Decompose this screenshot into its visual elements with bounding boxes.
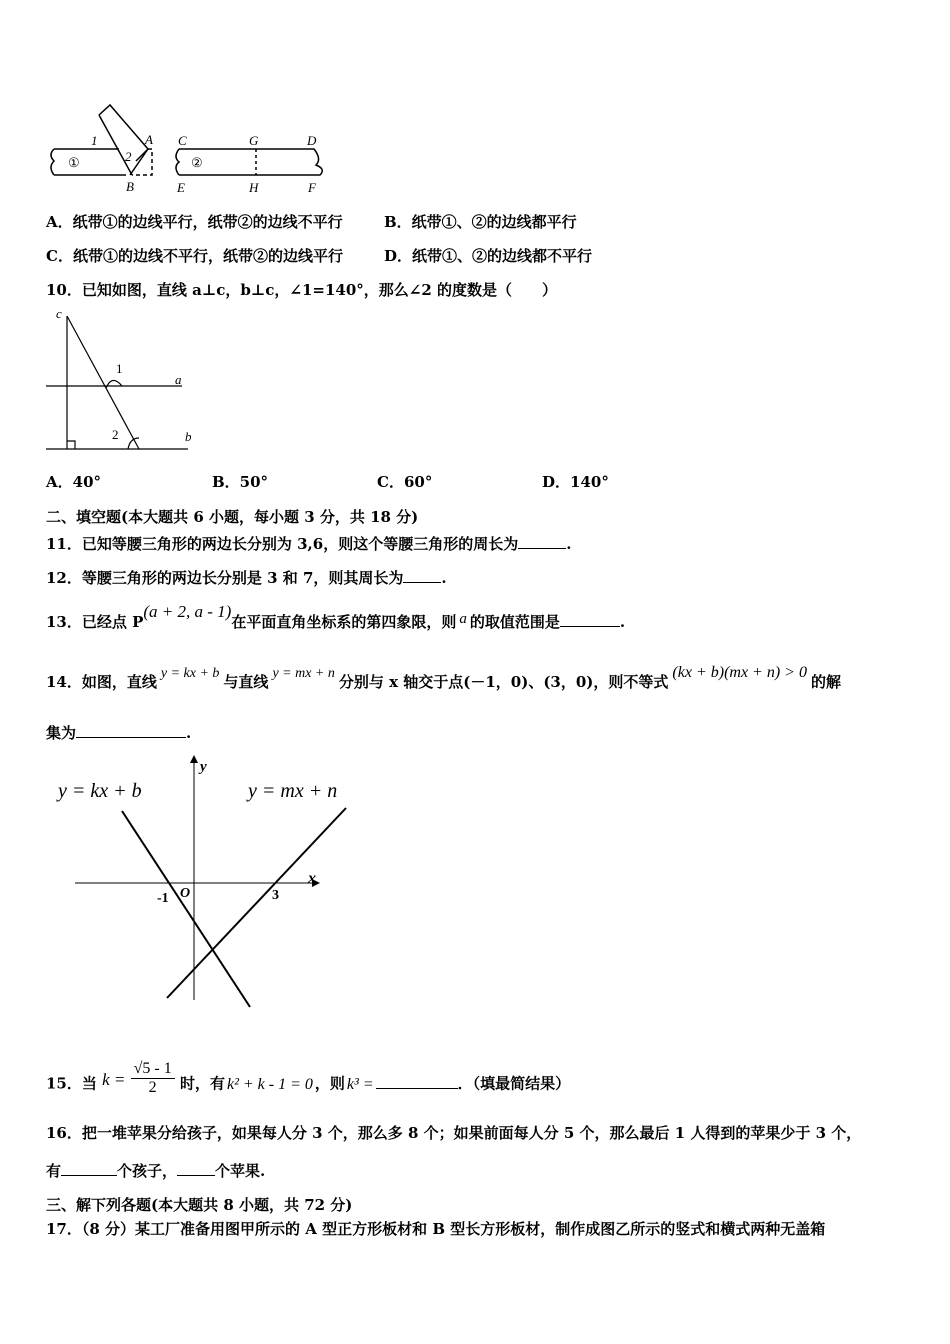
q12-text: 12．等腰三角形的两边长分别是 3 和 7，则其周长为 <box>46 569 404 587</box>
q10-option-c: C．60° <box>377 473 433 491</box>
q16-line2 <box>46 1161 265 1180</box>
fig9-label: 2 <box>125 149 132 164</box>
fig9-label: D <box>307 133 317 148</box>
q14 <box>46 664 841 693</box>
q15-denominator: 2 <box>148 1079 157 1096</box>
q15 <box>46 1060 571 1103</box>
q12: 12．等腰三角形的两边长分别是 3 和 7，则其周长为 . <box>46 569 447 587</box>
q14-mid2: 分别与 x 轴交于点(－1，0)、(3，0)，则不等式 <box>338 673 669 691</box>
fig14-axis-y: y <box>200 759 207 775</box>
q10-option-b: B．50° <box>212 473 269 491</box>
q9-option-c: C．纸带①的边线不平行，纸带②的边线平行 <box>46 247 343 265</box>
q14-pre: 14．如图，直线 <box>46 673 157 691</box>
section-2-heading: 二、填空题(本大题共 6 小题，每小题 3 分，共 18 分) <box>46 508 419 526</box>
q13-pre: 13．已经点 P <box>46 613 144 631</box>
fig14-line1-label: y = kx + b <box>58 780 142 802</box>
fig10-label-2: 2 <box>112 427 119 442</box>
q11: 11．已知等腰三角形的两边长分别为 3,6，则这个等腰三角形的周长为 . <box>46 535 572 553</box>
q14-post: 的解 <box>810 673 841 691</box>
fig9-label: C <box>178 133 187 148</box>
q15-fraction <box>131 1060 175 1097</box>
q15-k3: k³ = <box>346 1075 374 1093</box>
fig9-label: H <box>249 180 259 195</box>
fig14-tick-neg: -1 <box>157 891 169 906</box>
q14-f1: y = kx + b <box>160 666 220 681</box>
answer-blank[interactable] <box>61 1161 117 1176</box>
q13-post: 的取值范围是 <box>469 613 560 631</box>
q16-b: 个孩子， <box>117 1162 178 1180</box>
fig10-label-a: a <box>175 372 182 387</box>
answer-blank[interactable] <box>177 1161 215 1176</box>
q14-f2: y = mx + n <box>272 666 335 681</box>
q15-k: k = <box>102 1069 126 1089</box>
q13-var: a <box>459 611 467 627</box>
answer-blank[interactable] <box>560 612 620 627</box>
fig10-label-b: b <box>185 429 192 444</box>
q15-mid2: ，则 <box>314 1074 345 1093</box>
fig9-label: 1 <box>91 133 98 148</box>
fig9-label: E <box>177 180 185 195</box>
q13-coord: (a + 2, a - 1) <box>143 602 232 621</box>
q15-post: ．（填最简结果） <box>457 1074 571 1093</box>
q15-pre: 15．当 <box>46 1074 97 1093</box>
q11-text: 11．已知等腰三角形的两边长分别为 3,6，则这个等腰三角形的周长为 <box>46 535 519 553</box>
q15-equation: k² + k - 1 = 0 <box>226 1075 313 1093</box>
q10-option-a: A．40° <box>46 473 102 491</box>
fig14-tick-pos: 3 <box>272 888 279 903</box>
q9-option-a: A．纸带①的边线平行，纸带②的边线不平行 <box>46 213 343 231</box>
fig14-axis-x: x <box>308 870 316 887</box>
answer-blank[interactable] <box>403 568 441 583</box>
q10-option-d: D．140° <box>542 473 609 491</box>
q9-option-d: D．纸带①、②的边线都不平行 <box>384 247 593 265</box>
q14-ineq: (kx + b)(mx + n) > 0 <box>672 664 807 681</box>
q14-line2: 集为 . <box>46 724 192 742</box>
q16-line1: 16．把一堆苹果分给孩子，如果每人分 3 个，那么多 8 个；如果前面每人分 5 个，那么最后 1 人得到的苹果少于 3 个， <box>46 1124 862 1142</box>
q9-option-b: B．纸带①、②的边线都平行 <box>384 213 577 231</box>
linear-functions-graph <box>50 755 350 1015</box>
fig9-label: ② <box>191 155 203 170</box>
fig9-label: B <box>126 179 134 194</box>
paper-strip-figure <box>44 103 334 198</box>
fig9-label: G <box>249 133 259 148</box>
fig10-label-c: c <box>56 306 62 321</box>
section-3-heading: 三、解下列各题(本大题共 8 小题，共 72 分) <box>46 1196 353 1214</box>
fig9-label: F <box>308 180 316 195</box>
fig14-line2-label: y = mx + n <box>248 780 338 802</box>
answer-blank[interactable] <box>376 1074 458 1089</box>
q15-numerator: √5 - 1 <box>131 1060 175 1079</box>
q15-mid: 时，有 <box>179 1074 225 1093</box>
fig10-label-1: 1 <box>116 361 123 376</box>
q14-mid1: 与直线 <box>223 673 269 691</box>
q16-c: 个苹果. <box>215 1162 266 1180</box>
q13: 13．已经点 P(a + 2, a - 1)在平面直角坐标系的第四象限，则 a 的取值范围是 . <box>46 602 626 631</box>
q13-mid: 在平面直角坐标系的第四象限，则 <box>231 613 457 631</box>
answer-blank[interactable] <box>76 723 186 738</box>
q16-a: 有 <box>46 1162 62 1180</box>
q10-stem: 10．已知如图，直线 a⊥c，b⊥c，∠1=140°，那么∠2 的度数是（ ） <box>46 281 557 299</box>
q17: 17．（8 分）某工厂准备用图甲所示的 A 型正方形板材和 B 型长方形板材，制作成图乙所示的竖式和横式两种无盖箱 <box>46 1220 826 1238</box>
answer-blank[interactable] <box>518 534 566 549</box>
q14-line2-text: 集为 <box>46 724 77 742</box>
perpendicular-lines-figure <box>42 308 202 453</box>
fig9-label: A <box>145 132 153 147</box>
fig9-label: ① <box>68 155 80 170</box>
fig14-origin: O <box>180 886 191 901</box>
